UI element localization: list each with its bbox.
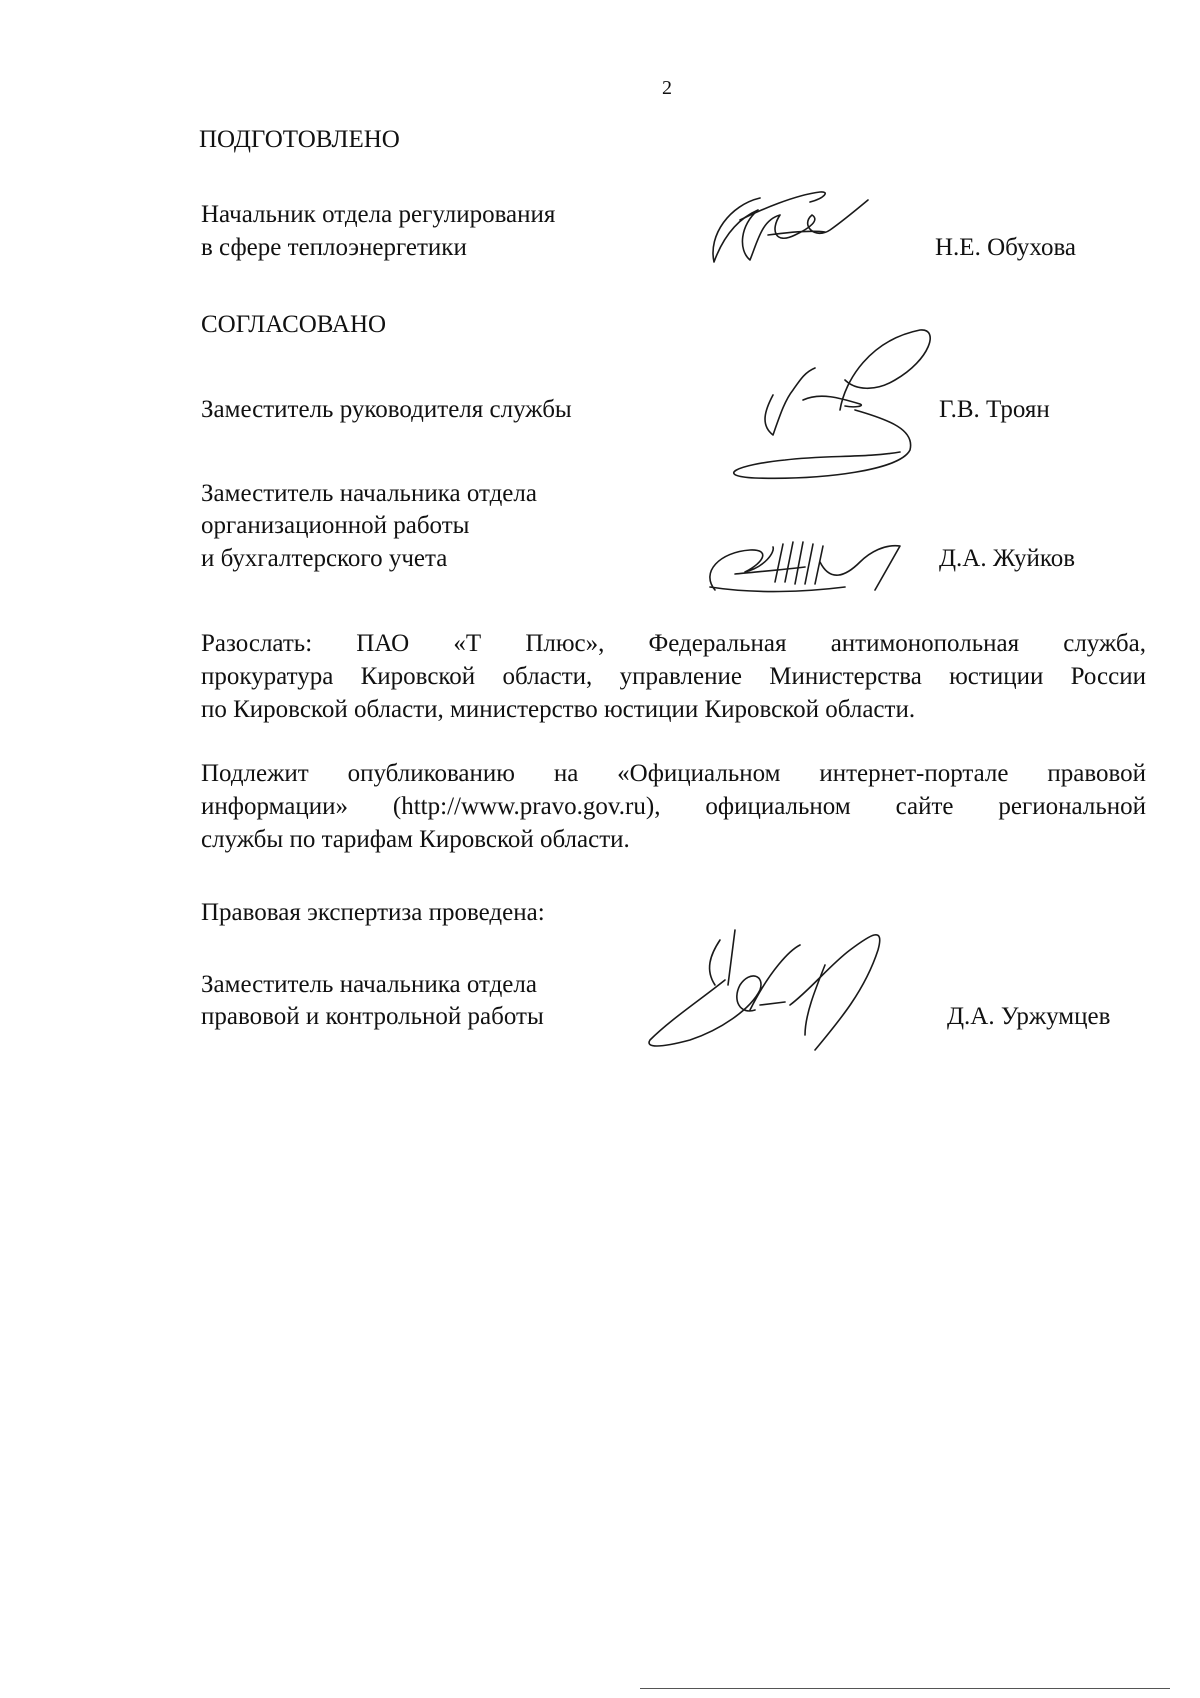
- publication-line-1: Подлежит опубликованию на «Официальном интернет-портале правовой: [201, 760, 1146, 787]
- legal-review-position-line2: правовой и контрольной работы: [201, 1003, 544, 1030]
- signature-obukhova: [700, 180, 890, 280]
- signature-urzhumtsev: [640, 910, 910, 1055]
- agreed-signer1-name: Г.В. Троян: [939, 396, 1050, 423]
- agreed-signer2-position-line3: и бухгалтерского учета: [201, 545, 448, 572]
- agreed-signer2-position-line1: Заместитель начальника отдела: [201, 480, 537, 507]
- legal-review-heading: Правовая экспертиза проведена:: [201, 899, 545, 926]
- legal-review-position-line1: Заместитель начальника отдела: [201, 971, 537, 998]
- signature-zhuykov: [695, 532, 920, 602]
- distribution-paragraph: [201, 627, 1146, 726]
- agreed-signer2-position-line2: организационной работы: [201, 512, 470, 539]
- page-number: 2: [662, 77, 672, 99]
- agreed-signer2-name: Д.А. Жуйков: [939, 545, 1076, 572]
- signature-troyan: [695, 320, 945, 490]
- prepared-signer-name: Н.Е. Обухова: [935, 234, 1077, 261]
- distribution-line-1: Разослать: ПАО «Т Плюс», Федеральная антимонопольная служба,: [201, 630, 1146, 657]
- distribution-line-3: по Кировской области, министерство юстиции Кировской области.: [201, 696, 916, 723]
- prepared-position-line1: Начальник отдела регулирования: [201, 201, 556, 228]
- publication-line-3: службы по тарифам Кировской области.: [201, 826, 630, 853]
- publication-paragraph: [201, 757, 1146, 856]
- bottom-rule: [640, 1688, 1170, 1689]
- distribution-line-2: прокуратура Кировской области, управление Министерства юстиции России: [201, 663, 1146, 690]
- publication-line-2: информации» (http://www.pravo.gov.ru), официальном сайте региональной: [201, 793, 1146, 820]
- prepared-heading: ПОДГОТОВЛЕНО: [199, 126, 400, 153]
- legal-review-signer-name: Д.А. Уржумцев: [947, 1003, 1111, 1030]
- agreed-heading: СОГЛАСОВАНО: [201, 311, 387, 338]
- prepared-position-line2: в сфере теплоэнергетики: [201, 234, 467, 261]
- agreed-signer1-position: Заместитель руководителя службы: [201, 396, 572, 423]
